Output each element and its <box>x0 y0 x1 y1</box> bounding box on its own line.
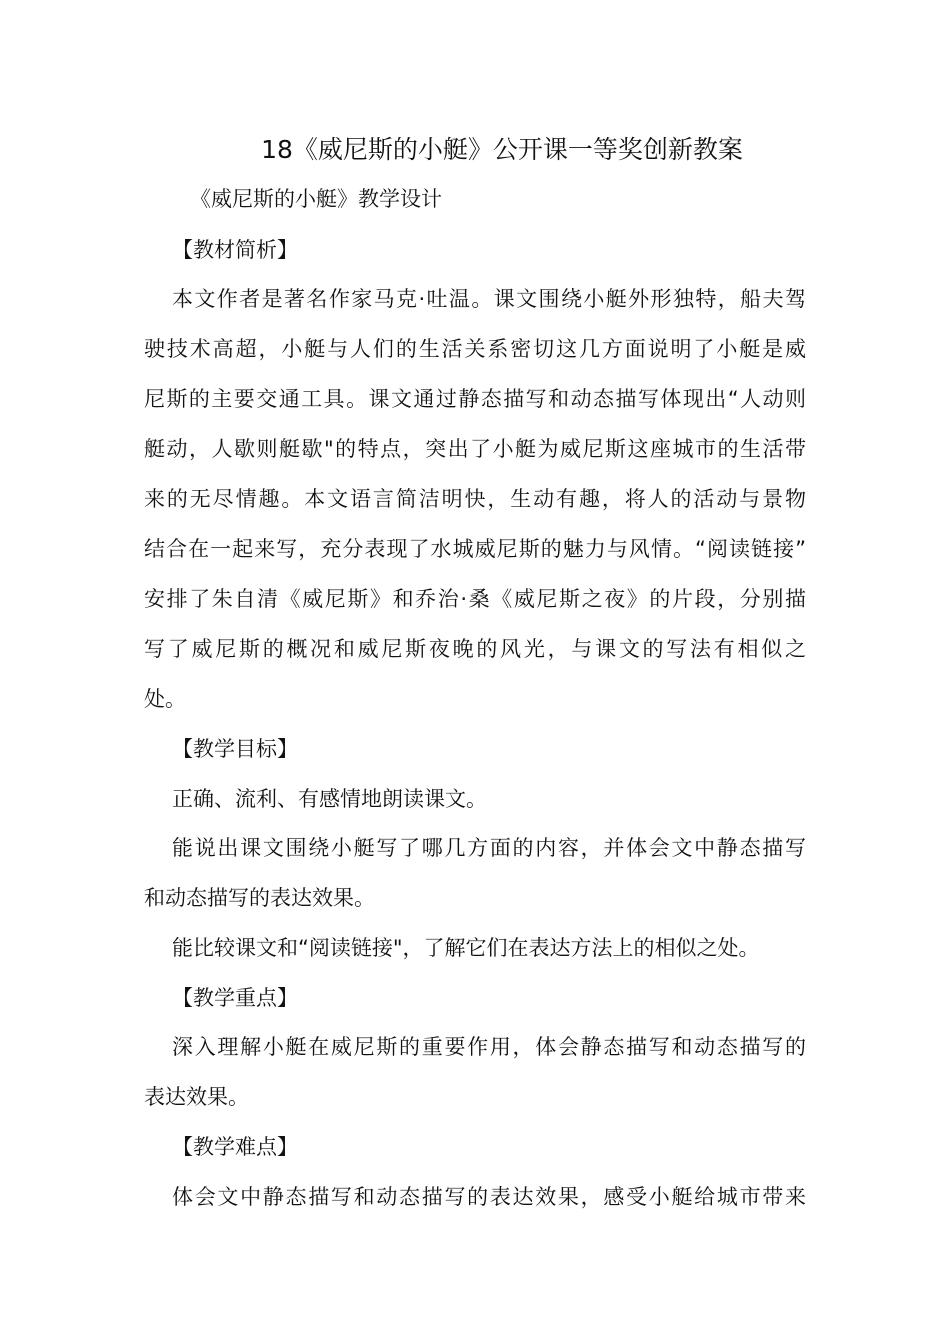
document-subtitle: 《威尼斯的小艇》教学设计 <box>190 187 442 211</box>
paragraph-line: 能说出课文围绕小艇写了哪几方面的内容，并体会文中静态描写 <box>172 836 806 860</box>
paragraph-line: 深入理解小艇在威尼斯的重要作用，体会静态描写和动态描写的 <box>172 1035 806 1059</box>
paragraph-line: 驶技术高超，小艇与人们的生活关系密切这几方面说明了小艇是威 <box>144 337 806 361</box>
paragraph-line: 能比较课文和“阅读链接"，了解它们在表达方法上的相似之处。 <box>172 936 760 960</box>
paragraph-line: 表达效果。 <box>144 1085 249 1109</box>
paragraph-line: 尼斯的主要交通工具。课文通过静态描写和动态描写体现出“人动则 <box>144 387 806 411</box>
paragraph-line: 写了威尼斯的概况和威尼斯夜晚的风光，与课文的写法有相似之 <box>144 637 806 661</box>
section-heading-difficulties: 【教学难点】 <box>172 1135 298 1159</box>
paragraph-line: 来的无尽情趣。本文语言简洁明快，生动有趣，将人的活动与景物 <box>144 487 806 511</box>
paragraph-line: 安排了朱自清《威尼斯》和乔治·桑《威尼斯之夜》的片段，分别描 <box>144 587 806 611</box>
paragraph-line: 艇动，人歇则艇歇"的特点，突出了小艇为威尼斯这座城市的生活带 <box>144 437 806 461</box>
document-title: 18《威尼斯的小艇》公开课一等奖创新教案 <box>261 135 743 164</box>
section-heading-key-points: 【教学重点】 <box>172 986 298 1010</box>
paragraph-line: 本文作者是著名作家马克·吐温。课文围绕小艇外形独特，船夫驾 <box>172 287 806 311</box>
paragraph-line: 正确、流利、有感情地朗读课文。 <box>172 787 487 811</box>
paragraph-line: 结合在一起来写，充分表现了水城威尼斯的魅力与风情。“阅读链接” <box>144 537 806 561</box>
paragraph-line: 处。 <box>144 687 186 711</box>
paragraph-line: 和动态描写的表达效果。 <box>144 886 375 910</box>
paragraph-line: 体会文中静态描写和动态描写的表达效果，感受小艇给城市带来 <box>172 1185 806 1209</box>
section-heading-materials: 【教材简析】 <box>172 238 298 262</box>
section-heading-objectives: 【教学目标】 <box>172 737 298 761</box>
